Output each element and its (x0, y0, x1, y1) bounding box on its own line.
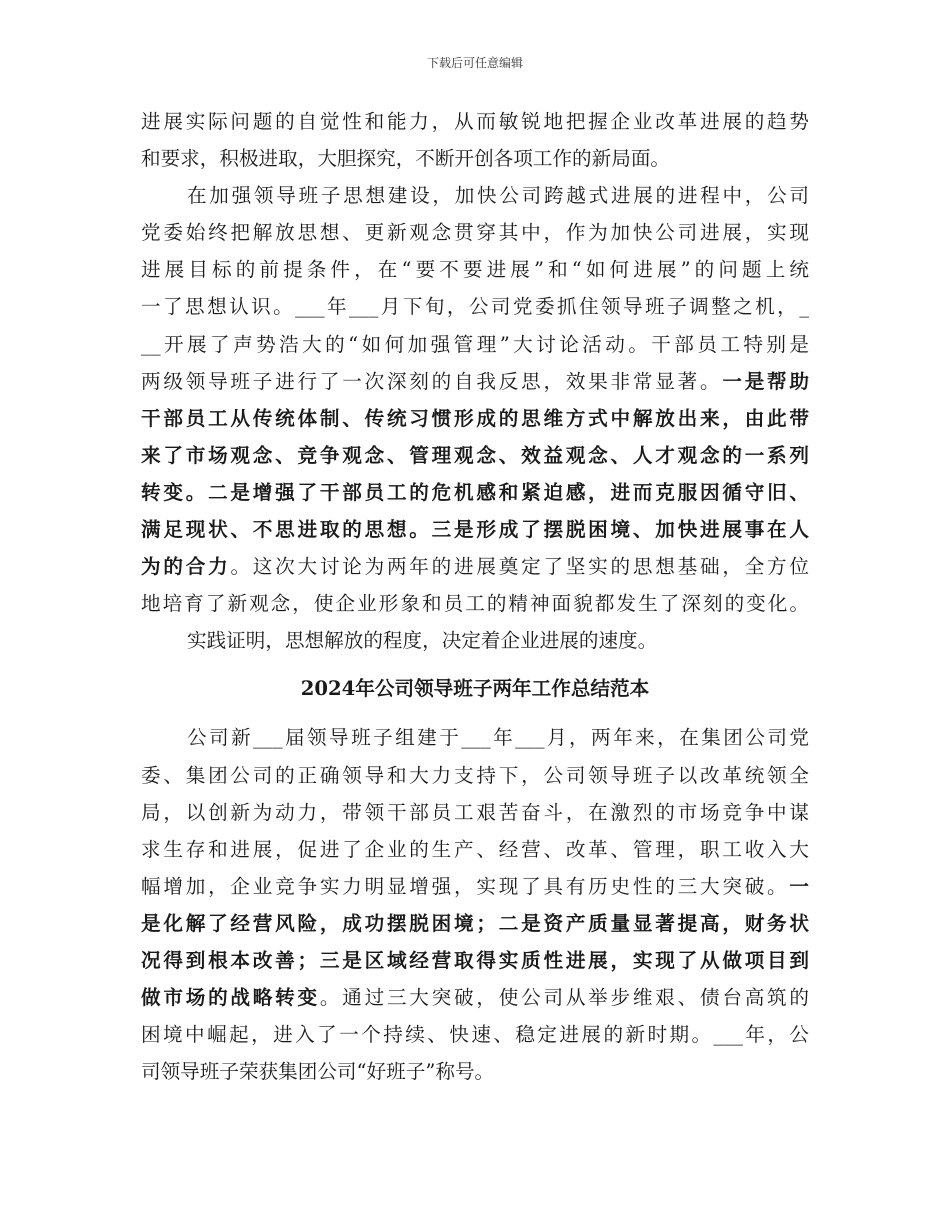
text-line: 求生存和进展，促进了企业的生产、经营、改革、管理，职工收入大 (141, 837, 809, 861)
text-line: 司领导班子荣获集团公司“好班子”称号。 (141, 1060, 495, 1084)
text-line: 党委始终把解放思想、更新观念贯穿其中，作为加快公司进展，实现 (141, 221, 809, 245)
text-line: 进展目标的前提条件，在“要不要进展”和“如何进展”的问题上统 (141, 258, 809, 282)
document-title: 2024年公司领导班子两年工作总结范本 (300, 677, 650, 701)
paragraph-continuation (141, 103, 809, 177)
paragraph-summary (141, 719, 809, 1090)
text-line: 干部员工从传统体制、传统习惯形成的思维方式中解放出来，由此带 (141, 406, 809, 430)
text-line: 公司新___届领导班子组建于___年___月，两年来，在集团公司党 (187, 726, 809, 750)
bold-text: 为的合力 (141, 555, 231, 579)
text-line: 是化解了经营风险，成功摆脱困境；二是资产质量显著提高，财务状 (141, 911, 809, 935)
text-line: 幅增加，企业竞争实力明显增强，实现了具有历史性的三大突破。一 (141, 874, 809, 898)
text-line: __开展了声势浩大的“如何加强管理”大讨论活动。干部员工特别是 (141, 332, 809, 356)
text-line: 困境中崛起，进入了一个持续、快速、稳定进展的新时期。___年，公 (141, 1023, 809, 1047)
bold-text: 一是帮助 (722, 369, 810, 393)
text-line: 局，以创新为动力，带领干部员工艰苦奋斗，在激烈的市场竞争中谋 (141, 800, 809, 824)
text-line: 为的合力。这次大讨论为两年的进展奠定了坚实的思想基础，全方位 (141, 555, 810, 579)
page-header: 下载后可任意编辑 (426, 56, 523, 70)
text-line: 满足现状、不思进取的思想。三是形成了摆脱困境、加快进展事在人 (141, 518, 809, 542)
text-line: 况得到根本改善；三是区域经营取得实质性进展，实现了从做项目到 (141, 948, 809, 972)
document-body (141, 103, 809, 1090)
text-line: 两级领导班子进行了一次深刻的自我反思，效果非常显著。一是帮助 (141, 369, 810, 393)
bold-text: 一 (789, 874, 809, 898)
text-line: 进展实际问题的自觉性和能力，从而敏锐地把握企业改革进展的趋势 (141, 110, 809, 133)
text-line: 和要求，积极进取，大胆探究，不断开创各项工作的新局面。 (141, 147, 671, 171)
text-line: 地培育了新观念，使企业形象和员工的精神面貌都发生了深刻的变化。 (141, 592, 809, 616)
text-line: 在加强领导班子思想建设，加快公司跨越式进展的进程中，公司 (187, 184, 809, 208)
text-line: 转变。二是增强了干部员工的危机感和紧迫感，进而克服因循守旧、 (141, 480, 809, 504)
text-line: 一了思想认识。___年___月下旬，公司党委抓住领导班子调整之机，_ (141, 295, 809, 319)
text-line: 实践证明，思想解放的程度，决定着企业进展的速度。 (187, 629, 658, 653)
paragraph-thought-building (141, 177, 809, 622)
text-line: 来了市场观念、竞争观念、管理观念、效益观念、人才观念的一系列 (141, 443, 809, 467)
bold-text: 做市场的战略转变 (141, 986, 320, 1010)
paragraph-practice (141, 622, 809, 659)
text-line: 做市场的战略转变。通过三大突破，使公司从举步维艰、债台高筑的 (141, 986, 810, 1010)
text-line: 委、集团公司的正确领导和大力支持下，公司领导班子以改革统领全 (141, 763, 809, 787)
